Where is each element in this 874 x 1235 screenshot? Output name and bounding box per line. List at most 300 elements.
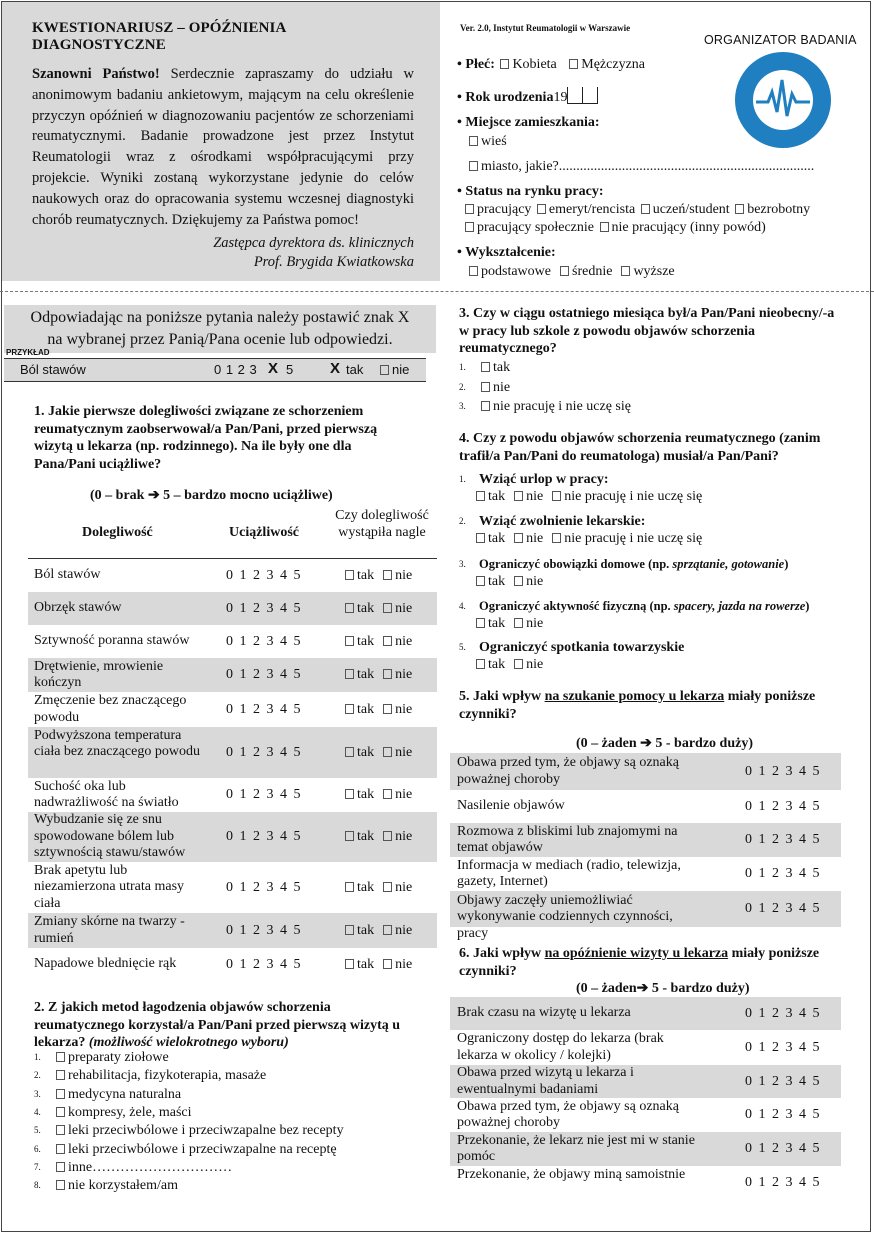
sex-label: Płeć: <box>465 57 495 72</box>
checkbox-no[interactable] <box>383 636 392 646</box>
q6-scale[interactable]: 0 1 2 3 4 5 <box>745 1175 820 1190</box>
option-label: nie <box>526 489 544 504</box>
instructions-line-2: na wybranej przez Panią/Pana ocenie lub odpowiedzi. <box>47 331 393 348</box>
q6-text-b: miały poniższe czynniki? <box>459 946 820 979</box>
instructions <box>4 305 436 353</box>
checkbox-yes[interactable] <box>345 959 354 969</box>
checkbox-option[interactable] <box>514 533 523 543</box>
q6-text-a: 6. Jaki wpływ <box>459 946 545 961</box>
checkbox-option[interactable] <box>56 1070 65 1080</box>
option-label: tak <box>488 657 506 672</box>
option-label: tak <box>488 574 506 589</box>
q1-severity-scale[interactable]: 0 1 2 3 4 5 <box>226 667 301 682</box>
instructions-line-1: Odpowiadając na poniższe pytania należy postawić znak X <box>30 309 410 326</box>
q4-item <box>459 599 809 615</box>
q5-scale-note: (0 – żaden ➔ 5 - bardzo duży) <box>576 736 754 751</box>
checkbox-yes[interactable] <box>345 669 354 679</box>
q6-row-label: Ograniczony dostęp do lekarza (brak lekarza w okolicy / kolejki) <box>457 1031 664 1063</box>
option-no: nie <box>395 567 413 583</box>
signature-name: Prof. Brygida Kwiatkowska <box>253 254 414 270</box>
q1-severity-scale[interactable]: 0 1 2 3 4 5 <box>226 787 301 802</box>
q5-scale[interactable]: 0 1 2 3 4 5 <box>745 832 820 847</box>
q1-row-label: Brak apetytu lub niezamierzona utrata masy ciała <box>34 862 185 911</box>
checkbox-option[interactable] <box>481 382 490 392</box>
q1-severity-scale[interactable]: 0 1 2 3 4 5 <box>226 744 301 760</box>
q1-row-label: Sztywność poranna stawów <box>34 633 190 649</box>
q1-row <box>28 778 437 812</box>
q3-option <box>459 380 510 396</box>
checkbox-yes[interactable] <box>345 925 354 935</box>
greeting: Szanowni Państwo! <box>32 66 160 82</box>
option-yes: tak <box>357 956 375 972</box>
version-note: Ver. 2.0, Instytut Reumatologii w Warszawie <box>460 23 631 33</box>
q1-severity-scale[interactable]: 0 1 2 3 4 5 <box>226 829 301 844</box>
q1-row-label: Napadowe blednięcie rąk <box>34 956 177 972</box>
q1-text: 1. Jakie pierwsze dolegliwości związane ze schorzeniem reumatycznym zaobserwował/a Pan/Pani, przed pierwszą wizytą u lekarza (np. rodzinnego). Na ile były one dla Pana/Pani uciążliwe? <box>34 404 378 472</box>
q1-sudden-options <box>343 880 412 896</box>
checkbox-option[interactable] <box>476 576 485 586</box>
example-mark: X <box>268 360 279 377</box>
birth-label: Rok urodzenia <box>465 90 554 105</box>
example-scale: 0 1 2 3 <box>214 362 257 377</box>
q2-text <box>34 999 419 1052</box>
q4-item-options <box>474 657 550 673</box>
edu-options <box>467 264 675 280</box>
checkbox-yes[interactable] <box>345 636 354 646</box>
q1-scale-note: (0 – brak ➔ 5 – bardzo mocno uciążliwe) <box>90 488 333 503</box>
q1-sudden-options <box>343 667 412 683</box>
option-label: nie <box>526 657 544 672</box>
q1-col-symptom: Dolegliwość <box>82 525 153 540</box>
edu-row: • Wykształcenie: <box>457 245 556 260</box>
option-city: miasto, jakie?......................................................................... <box>481 159 815 174</box>
item-number: 1. <box>459 474 466 484</box>
checkbox-no[interactable] <box>383 570 392 580</box>
option-yes: tak <box>357 633 375 649</box>
checkbox-option[interactable] <box>481 401 490 411</box>
option-label: kompresy, żele, maści <box>68 1104 192 1120</box>
option-unemployed: bezrobotny <box>747 202 811 217</box>
q1-row-label: Zmęczenie bez znaczącego powodu <box>34 693 187 725</box>
checkbox-yes[interactable] <box>345 747 354 757</box>
q1-severity-scale[interactable]: 0 1 2 3 4 5 <box>226 600 301 616</box>
checkbox-option[interactable] <box>514 576 523 586</box>
institute-logo <box>732 50 834 150</box>
option-label: tak <box>493 360 511 375</box>
q1-col-sudden: Czy dolegliwość wystąpiła nagle <box>335 508 429 540</box>
item-close: ) <box>784 557 789 571</box>
option-higher: wyższe <box>633 264 675 279</box>
signature <box>213 234 414 272</box>
q1-row <box>28 692 437 727</box>
q5-row-label: Objawy zaczęły uniemożliwiać wykonywanie codziennych czynności, pracy <box>457 892 673 941</box>
checkbox-option[interactable] <box>476 491 485 501</box>
q5-row-label: Nasilenie objawów <box>457 798 565 814</box>
example-item: Ból stawów <box>20 362 86 377</box>
checkbox-female[interactable] <box>500 59 509 69</box>
edu-label: Wykształcenie: <box>465 245 556 260</box>
checkbox-option[interactable] <box>552 491 561 501</box>
q1-sudden-options <box>343 702 412 718</box>
q6-text-underline: na opóźnienie wizyty u lekarza <box>544 946 729 961</box>
option-primary: podstawowe <box>481 264 551 279</box>
item-label: Wziąć zwolnienie lekarskie: <box>479 514 646 529</box>
q5-scale[interactable]: 0 1 2 3 4 5 <box>745 901 820 916</box>
checkbox-retired[interactable] <box>537 204 546 214</box>
residence-city-row <box>467 159 814 175</box>
form-title: KWESTIONARIUSZ – OPÓŹNIENIA DIAGNOSTYCZNE <box>32 20 286 53</box>
q6-scale[interactable]: 0 1 2 3 4 5 <box>745 1141 820 1156</box>
q4-item-options <box>474 574 550 590</box>
q1-row <box>28 625 437 658</box>
option-label: nie korzystałem/am <box>68 1178 179 1194</box>
option-label: tak <box>488 616 506 631</box>
option-number: 8. <box>34 1180 41 1191</box>
q5-text-b: miały poniższe czynniki? <box>459 689 816 722</box>
option-label: tak <box>488 531 506 546</box>
q5-row-label: Obawa przed tym, że objawy są oznaką poważnej choroby <box>457 755 679 787</box>
birth-prefix: 19 <box>553 90 568 105</box>
q1-row <box>28 727 437 778</box>
intro-text: Serdecznie zapraszamy do udziału w anonimowym badaniu ankietowym, mającym na celu określenie przyczyn opóźnień w diagnozowaniu pacjentów ze schorzeniami reumatycznymi. Badanie prowadzone jest przez Instytut Reumatologii wraz z ośrodkami współpracującymi przy projekcie. Wyniki zostaną wykorzystane jedynie do celów naukowych oraz do opracowania systemu wczesnej diagnostyki chorób reumatycznych. Dziękujemy za Państwa pomoc! <box>32 66 415 228</box>
example-yes-mark: X <box>330 360 341 377</box>
q6-scale[interactable]: 0 1 2 3 4 5 <box>745 1039 820 1055</box>
q5-row <box>450 857 841 891</box>
intro-box <box>2 2 440 281</box>
q2-option <box>34 1178 178 1194</box>
q4-item <box>459 514 645 530</box>
q2-option <box>34 1068 266 1084</box>
checkbox-student[interactable] <box>641 204 650 214</box>
option-number: 5. <box>34 1125 41 1136</box>
option-yes: tak <box>357 829 375 844</box>
q6-text <box>459 945 849 980</box>
q6-row <box>450 1166 841 1200</box>
q4-item <box>459 640 684 656</box>
option-yes: tak <box>357 567 375 583</box>
checkbox-yes[interactable] <box>345 789 354 799</box>
q5-row-label: Rozmowa z bliskimi lub znajomymi na temat objawów <box>457 823 678 855</box>
option-label: nie <box>526 574 544 589</box>
q1-sudden-options <box>343 745 412 761</box>
q2-question: 2. Z jakich metod łagodzenia objawów schorzenia reumatycznego korzystał/a Pan/Pani przed pierwszą wizytą u lekarza? <box>34 1000 401 1050</box>
q6-row-label: Brak czasu na wizytę u lekarza <box>457 1005 631 1021</box>
q1-row-label: Podwyższona temperatura ciała bez znaczącego powodu <box>34 727 200 760</box>
checkbox-option[interactable] <box>56 1107 65 1117</box>
item-label: Ograniczyć spotkania towarzyskie <box>479 640 685 655</box>
checkbox-option[interactable] <box>476 618 485 628</box>
option-student: uczeń/student <box>652 202 730 217</box>
q5-text-underline: na szukanie pomocy u lekarza <box>544 689 725 704</box>
option-number: 1. <box>459 362 466 372</box>
option-female: Kobieta <box>512 57 557 72</box>
q6-row <box>450 1132 841 1166</box>
q1-severity-scale[interactable]: 0 1 2 3 4 5 <box>226 956 301 972</box>
option-no: nie <box>395 829 413 844</box>
residence-label: Miejsce zamieszkania: <box>465 115 600 130</box>
example-no: nie <box>392 362 410 377</box>
sex-row: • Płeć: Kobieta Mężczyzna <box>457 57 645 72</box>
q5-row <box>450 823 841 857</box>
checkbox-no[interactable] <box>383 704 392 714</box>
q1-sudden-options <box>343 787 412 803</box>
checkbox-option[interactable] <box>514 491 523 501</box>
q5-scale[interactable]: 0 1 2 3 4 5 <box>745 798 820 814</box>
q6-row <box>450 1065 841 1098</box>
checkbox-no[interactable] <box>383 669 392 679</box>
checkbox-option[interactable] <box>56 1125 65 1135</box>
option-yes: tak <box>357 667 375 682</box>
q5-scale[interactable]: 0 1 2 3 4 5 <box>745 866 820 881</box>
option-no: nie <box>395 744 413 760</box>
q5-text-a: 5. Jaki wpływ <box>459 689 545 704</box>
checkbox-yes[interactable] <box>345 831 354 841</box>
q4-item-options <box>474 531 709 547</box>
q6-row <box>450 1098 841 1132</box>
checkbox-primary[interactable] <box>469 266 478 276</box>
item-label: Ograniczyć aktywność fizyczną (np. <box>479 599 674 613</box>
option-volunteer: pracujący społecznie <box>477 220 594 235</box>
birth-digit-1[interactable] <box>567 87 583 104</box>
option-not-working: nie pracujący (inny powód) <box>611 220 766 235</box>
checkbox-yes[interactable] <box>345 882 354 892</box>
q1-sudden-options <box>343 829 412 845</box>
q1-row-label: Wybudzanie się ze snu spowodowane bólem lub sztywnością stawu/stawów <box>34 812 186 861</box>
option-label: preparaty ziołowe <box>68 1050 169 1065</box>
q1-sudden-options <box>343 957 412 973</box>
checkbox-village[interactable] <box>469 136 478 146</box>
option-no: nie <box>395 667 413 682</box>
q4-item-options <box>474 489 709 505</box>
q1-row <box>28 948 437 981</box>
option-label: nie pracuję i nie uczę się <box>564 489 703 504</box>
q1-row <box>28 559 437 592</box>
item-label: Wziąć urlop w pracy: <box>479 472 609 487</box>
item-number: 3. <box>459 559 466 569</box>
q5-scale[interactable]: 0 1 2 3 4 5 <box>745 763 820 779</box>
q1-sudden-options <box>343 568 412 584</box>
item-number: 5. <box>459 642 466 652</box>
q1-severity-scale[interactable]: 0 1 2 3 4 5 <box>226 879 301 895</box>
option-number: 3. <box>459 401 466 411</box>
q1-severity-scale[interactable]: 0 1 2 3 4 5 <box>226 567 301 583</box>
q2-option <box>34 1087 181 1103</box>
q6-row-label: Przekonanie, że objawy miną samoistnie <box>457 1166 686 1182</box>
q6-row <box>450 1030 841 1065</box>
checkbox-secondary[interactable] <box>560 266 569 276</box>
q2-option <box>34 1123 344 1139</box>
q2-option <box>34 1105 192 1121</box>
q4-item <box>459 472 608 488</box>
q1-sudden-options <box>343 634 412 650</box>
option-label: nie <box>493 379 511 395</box>
example-yes: tak <box>346 362 364 377</box>
option-no: nie <box>395 879 413 895</box>
q5-row <box>450 790 841 823</box>
checkbox-yes[interactable] <box>345 603 354 613</box>
checkbox-yes[interactable] <box>345 704 354 714</box>
option-yes: tak <box>357 787 375 802</box>
q2-option <box>34 1142 337 1158</box>
example-row <box>4 358 426 382</box>
q4-item <box>459 557 788 573</box>
job-options-2 <box>463 220 766 236</box>
option-number: 1. <box>34 1052 41 1062</box>
q2-option <box>34 1050 169 1066</box>
q1-row-label: Ból stawów <box>34 567 101 583</box>
q1-severity-scale[interactable]: 0 1 2 3 4 5 <box>226 633 301 649</box>
signature-role: Zastępca dyrektora ds. klinicznych <box>213 235 414 251</box>
q6-scale[interactable]: 0 1 2 3 4 5 <box>745 1073 820 1089</box>
checkbox-option[interactable] <box>56 1162 65 1172</box>
q4-text: 4. Czy z powodu objawów schorzenia reumatycznego (zanim trafił/a Pan/Pani do reumatologa) musiał/a Pan/Pani? <box>459 431 821 464</box>
q1-row-label: Suchość oka lub nadwrażliwość na światło <box>34 778 179 810</box>
item-close: ) <box>805 599 810 613</box>
checkbox-option[interactable] <box>514 659 523 669</box>
checkbox-option[interactable] <box>481 362 490 372</box>
intro-paragraph <box>32 64 414 230</box>
organizer-label: ORGANIZATOR BADANIA <box>704 33 857 47</box>
checkbox-no[interactable] <box>383 925 392 935</box>
q5-row <box>450 753 841 790</box>
option-yes: tak <box>357 922 375 938</box>
option-secondary: średnie <box>572 264 613 279</box>
job-label: Status na rynku pracy: <box>465 184 604 199</box>
checkbox-no[interactable] <box>383 747 392 757</box>
job-row: • Status na rynku pracy: <box>457 184 604 199</box>
checkbox-option[interactable] <box>476 659 485 669</box>
q2-note: (możliwość wielokrotnego wyboru) <box>88 1035 289 1050</box>
checkbox-no[interactable] <box>383 831 392 841</box>
q1-row <box>28 913 437 948</box>
item-number: 2. <box>459 516 466 526</box>
option-yes: tak <box>357 744 375 760</box>
q6-scale[interactable]: 0 1 2 3 4 5 <box>745 1107 820 1122</box>
checkbox-no[interactable] <box>383 882 392 892</box>
divider <box>0 291 874 292</box>
option-no: nie <box>395 633 413 649</box>
q4-item-options <box>474 616 550 632</box>
option-no: nie <box>395 600 413 616</box>
checkbox-option[interactable] <box>476 533 485 543</box>
option-label: leki przeciwbólowe i przeciwzapalne na receptę <box>68 1141 337 1157</box>
option-no: nie <box>395 701 413 717</box>
option-label: nie <box>526 531 544 546</box>
example-label: PRZYKŁAD <box>6 348 50 357</box>
q6-row-label: Obawa przed wizytą u lekarza i ewentualnymi badaniami <box>457 1065 634 1097</box>
option-yes: tak <box>357 879 375 895</box>
option-retired: emeryt/rencista <box>548 202 636 217</box>
option-number: 7. <box>34 1161 41 1172</box>
option-male: Mężczyzna <box>581 57 645 72</box>
option-label: inne………………………… <box>68 1159 233 1175</box>
option-no: nie <box>395 787 413 802</box>
option-yes: tak <box>357 701 375 717</box>
q5-row-label: Informacja w mediach (radio, telewizja, gazety, Internet) <box>457 857 681 889</box>
q6-row-label: Przekonanie, że lekarz nie jest mi w stanie pomóc <box>457 1132 695 1164</box>
option-village: wieś <box>481 134 507 149</box>
option-label: nie pracuję i nie uczę się <box>493 399 631 414</box>
q6-row <box>450 997 841 1030</box>
q1-row-label: Obrzęk stawów <box>34 600 122 616</box>
checkbox-no[interactable] <box>383 789 392 799</box>
checkbox-option[interactable] <box>56 1089 65 1099</box>
checkbox-male[interactable] <box>569 59 578 69</box>
checkbox-higher[interactable] <box>621 266 630 276</box>
q5-row <box>450 891 841 941</box>
checkbox-option[interactable] <box>56 1052 65 1062</box>
option-label: rehabilitacja, fizykoterapia, masaże <box>68 1068 267 1084</box>
item-label: Ograniczyć obowiązki domowe (np. <box>479 557 673 571</box>
q1-row-label: Zmiany skórne na twarzy - rumień <box>34 914 185 946</box>
example-no-checkbox <box>380 365 389 375</box>
q5-text <box>459 688 849 723</box>
option-number: 2. <box>34 1070 41 1081</box>
checkbox-option[interactable] <box>56 1180 65 1190</box>
q1-row <box>28 592 437 625</box>
checkbox-no[interactable] <box>383 959 392 969</box>
option-no: nie <box>395 956 413 972</box>
checkbox-yes[interactable] <box>345 570 354 580</box>
option-label: medycyna naturalna <box>68 1086 182 1102</box>
checkbox-city[interactable] <box>469 161 478 171</box>
q1-sudden-options <box>343 923 412 939</box>
option-number: 2. <box>459 381 466 392</box>
item-example: sprzątanie, gotowanie <box>672 557 785 571</box>
option-number: 3. <box>34 1088 41 1099</box>
checkbox-option[interactable] <box>56 1144 65 1154</box>
q1-row <box>28 812 437 862</box>
q6-scale-note: (0 – żaden➔ 5 - bardzo duży) <box>576 981 750 996</box>
option-label: nie pracuję i nie uczę się <box>564 531 703 546</box>
q1-row <box>28 862 437 913</box>
option-label: tak <box>488 489 506 504</box>
q1-severity-scale[interactable]: 0 1 2 3 4 5 <box>226 922 301 938</box>
item-number: 4. <box>459 601 466 611</box>
q1-col-severity: Uciążliwość <box>229 525 299 540</box>
q1-row-label: Drętwienie, mrowienie kończyn <box>34 658 164 690</box>
q3-option <box>459 399 631 415</box>
option-no: nie <box>395 922 413 938</box>
example-five: 5 <box>286 362 294 377</box>
checkbox-unemployed[interactable] <box>735 204 744 214</box>
checkbox-option[interactable] <box>514 618 523 628</box>
item-example: spacery, jazda na rowerze <box>673 599 806 613</box>
checkbox-option[interactable] <box>552 533 561 543</box>
q1-severity-scale[interactable]: 0 1 2 3 4 5 <box>226 701 301 717</box>
option-employed: pracujący <box>477 202 532 217</box>
q1-row <box>28 658 437 692</box>
option-label: leki przeciwbólowe i przeciwzapalne bez recepty <box>68 1123 344 1139</box>
birth-digit-2[interactable] <box>583 87 598 104</box>
checkbox-volunteer[interactable] <box>465 222 474 232</box>
birth-row: • Rok urodzenia19 <box>457 87 598 106</box>
q6-row-label: Obawa przed tym, że objawy są oznaką poważnej choroby <box>457 1098 679 1130</box>
option-label: nie <box>526 616 544 631</box>
q2-option <box>34 1160 232 1176</box>
checkbox-employed[interactable] <box>465 204 474 214</box>
q1-sudden-options <box>343 601 412 617</box>
q3-option <box>459 360 510 376</box>
checkbox-no[interactable] <box>383 603 392 613</box>
option-number: 4. <box>34 1106 41 1117</box>
checkbox-not-working[interactable] <box>600 222 609 232</box>
q6-scale[interactable]: 0 1 2 3 4 5 <box>745 1005 820 1021</box>
residence-row: • Miejsce zamieszkania: <box>457 115 600 130</box>
job-options-1 <box>463 202 810 218</box>
option-yes: tak <box>357 600 375 616</box>
q3-text: 3. Czy w ciągu ostatniego miesiąca był/a Pan/Pani nieobecny/-a w pracy lub szkole z powodu objawów schorzenia reumatycznego? <box>459 306 835 356</box>
